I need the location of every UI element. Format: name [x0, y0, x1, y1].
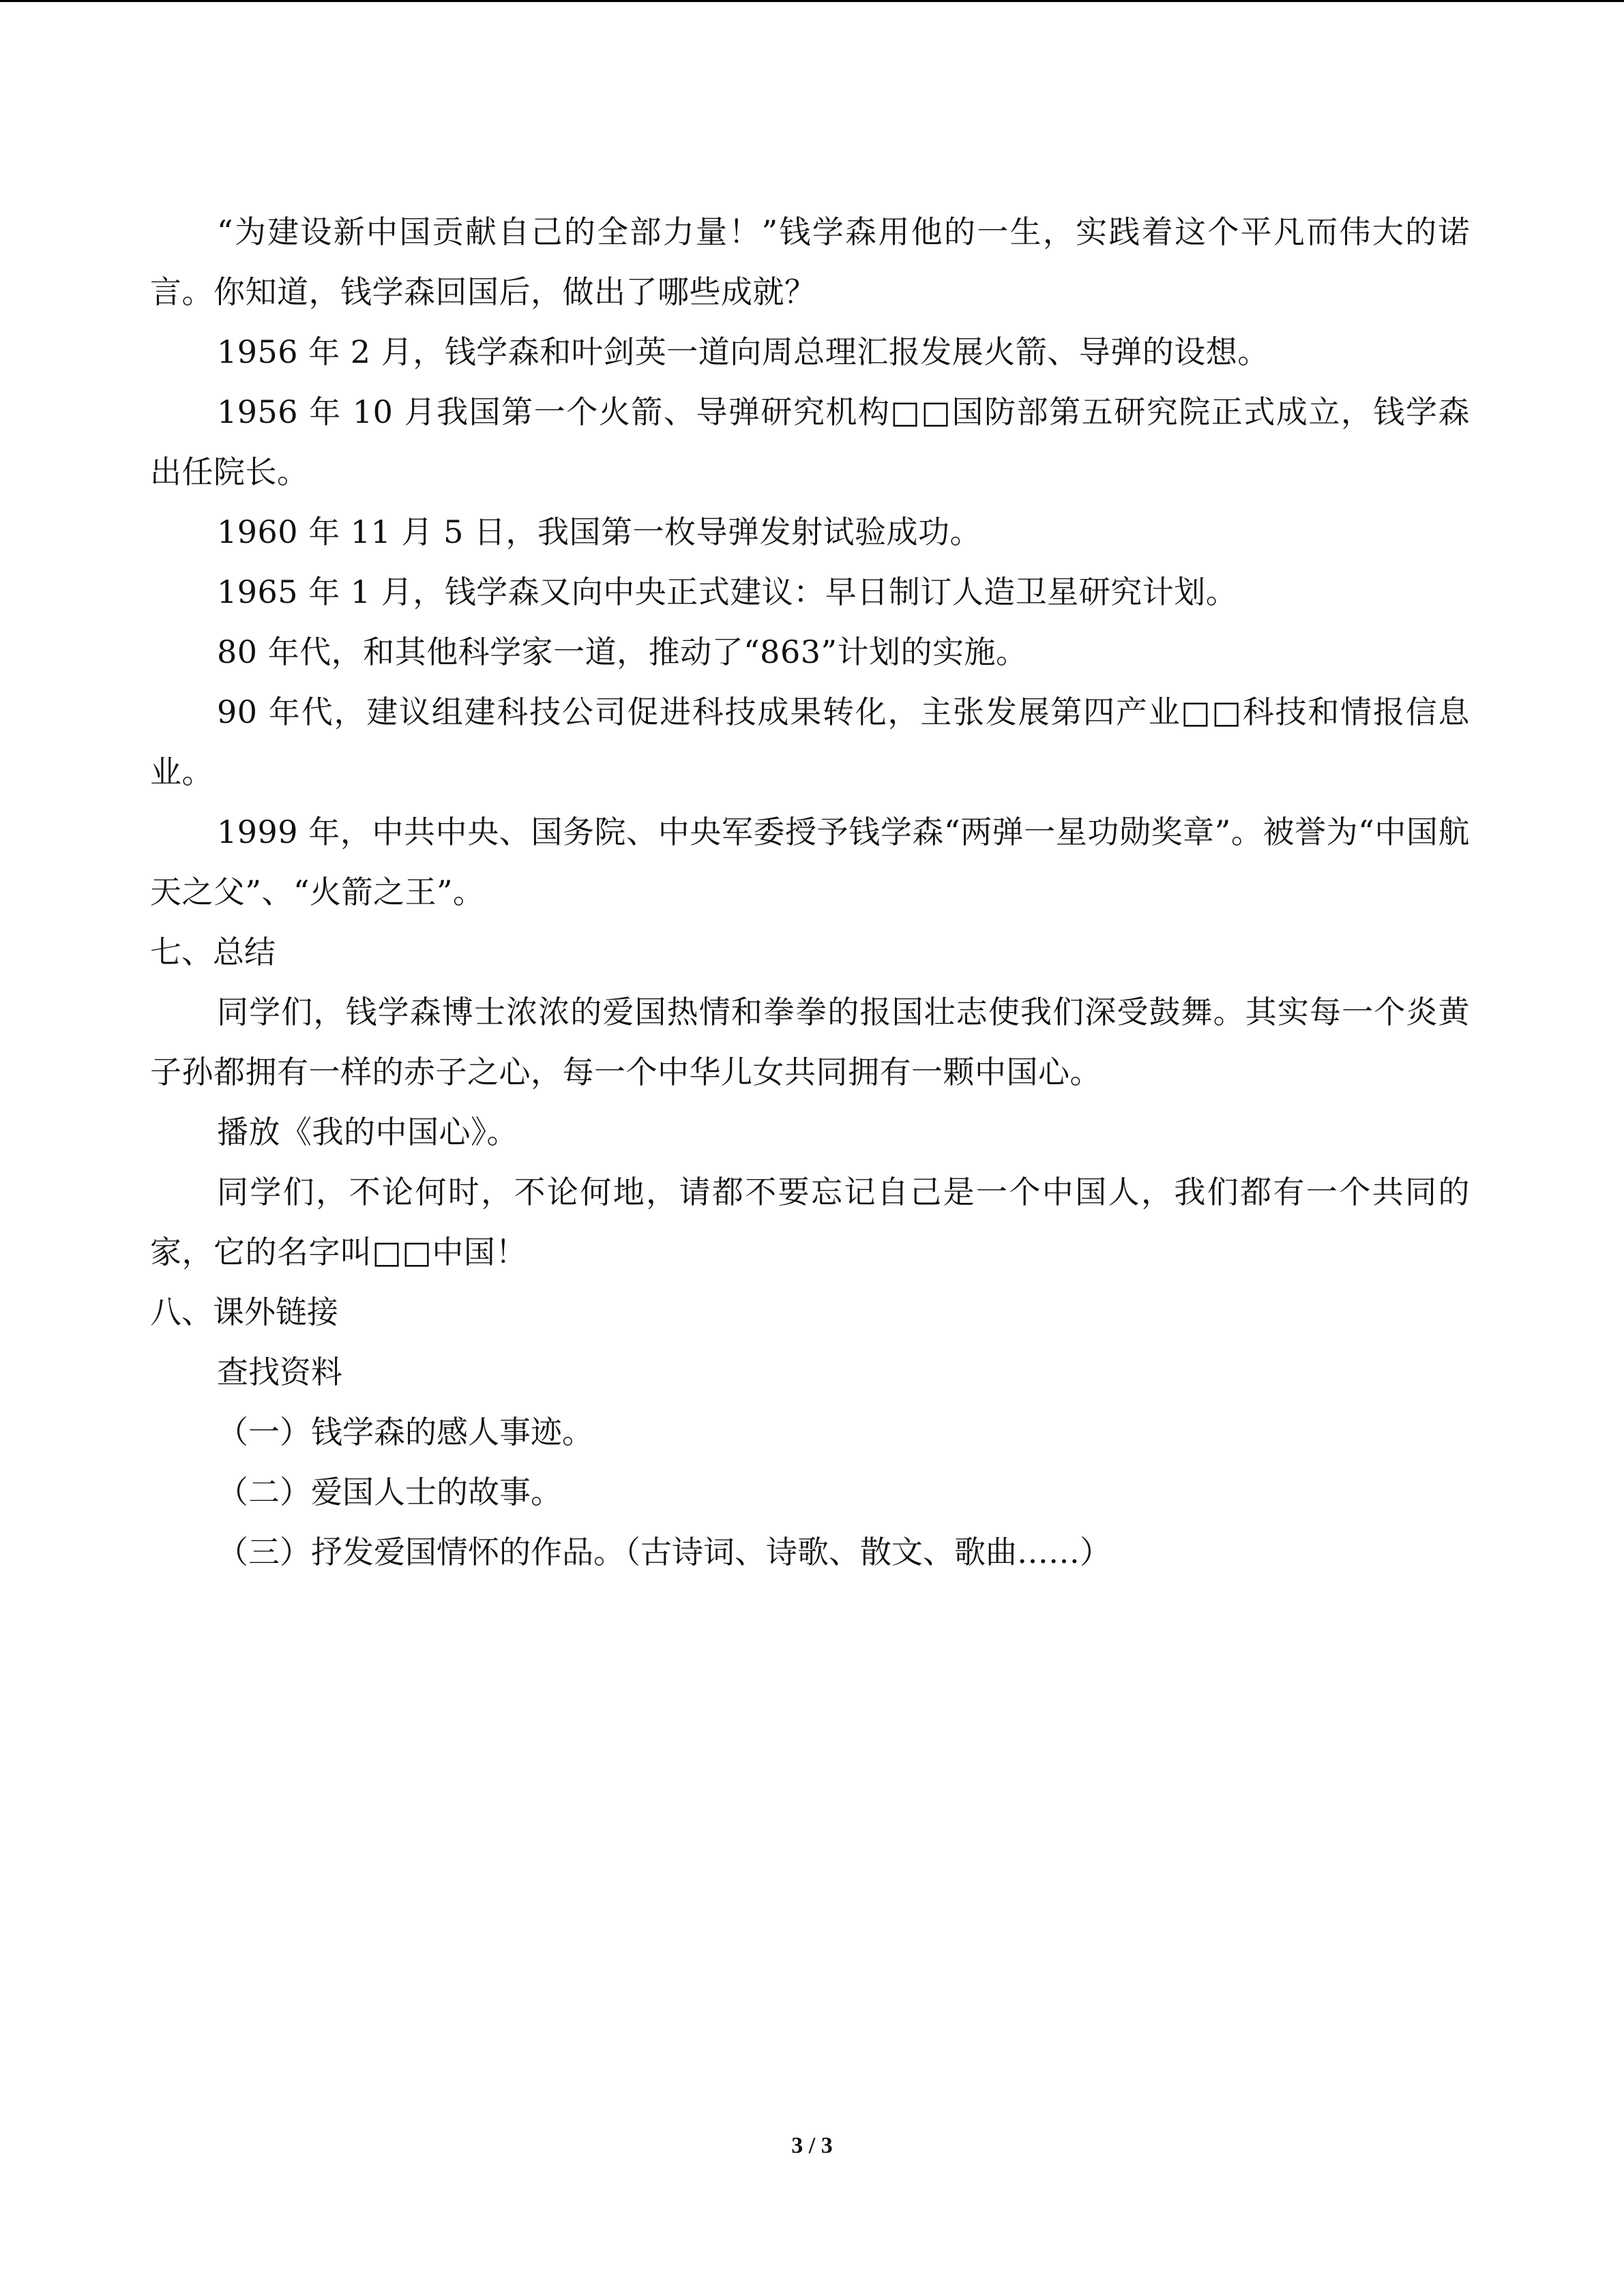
section-heading-extracurricular: 八、课外链接 — [150, 1294, 338, 1330]
paragraph-1956-feb: 1956 年 2 月，钱学森和叶剑英一道向周总理汇报发展火箭、导弹的设想。 — [217, 333, 1269, 370]
list-item: （二）爱国人士的故事。 — [217, 1474, 562, 1510]
paragraph-90s: 90 年代，建议组建科技公司促进科技成果转化，主张发展第四产业□□科技和情报信息业。 — [150, 694, 1470, 790]
list-item: （三）抒发爱国情怀的作品。（古诗词、诗歌、散文、歌曲……） — [217, 1534, 1111, 1570]
document-body — [150, 202, 1470, 1582]
list-item: （一）钱学森的感人事迹。 — [217, 1414, 593, 1450]
summary-paragraph: 播放《我的中国心》。 — [217, 1114, 518, 1150]
page-number: 3 / 3 — [791, 2133, 833, 2158]
paragraph-80s: 80 年代，和其他科学家一道，推动了“863”计划的实施。 — [217, 633, 1028, 670]
paragraph-1965: 1965 年 1 月，钱学森又向中央正式建议：早日制订人造卫星研究计划。 — [217, 573, 1238, 610]
extracurricular-intro: 查找资料 — [217, 1354, 342, 1390]
paragraph-1999: 1999 年，中共中央、国务院、中央军委授予钱学森“两弹一星功勋奖章”。被誉为“中国航天之父”、“火箭之王”。 — [150, 814, 1470, 910]
summary-paragraph: 同学们，不论何时，不论何地，请都不要忘记自己是一个中国人，我们都有一个共同的家，它的名字叫□□中国！ — [150, 1174, 1470, 1270]
top-border-line — [0, 0, 1624, 2]
paragraph-1956-oct: 1956 年 10 月我国第一个火箭、导弹研究机构□□国防部第五研究院正式成立，钱学森出任院长。 — [150, 393, 1470, 490]
paragraph-intro: “为建设新中国贡献自己的全部力量！”钱学森用他的一生，实践着这个平凡而伟大的诺言。你知道，钱学森回国后，做出了哪些成就？ — [150, 213, 1470, 310]
paragraph-1960: 1960 年 11 月 5 日，我国第一枚导弹发射试验成功。 — [217, 513, 981, 550]
summary-paragraph: 同学们，钱学森博士浓浓的爱国热情和拳拳的报国壮志使我们深受鼓舞。其实每一个炎黄子孙都拥有一样的赤子之心，每一个中华儿女共同拥有一颗中国心。 — [150, 994, 1470, 1090]
section-heading-summary: 七、总结 — [150, 934, 276, 970]
